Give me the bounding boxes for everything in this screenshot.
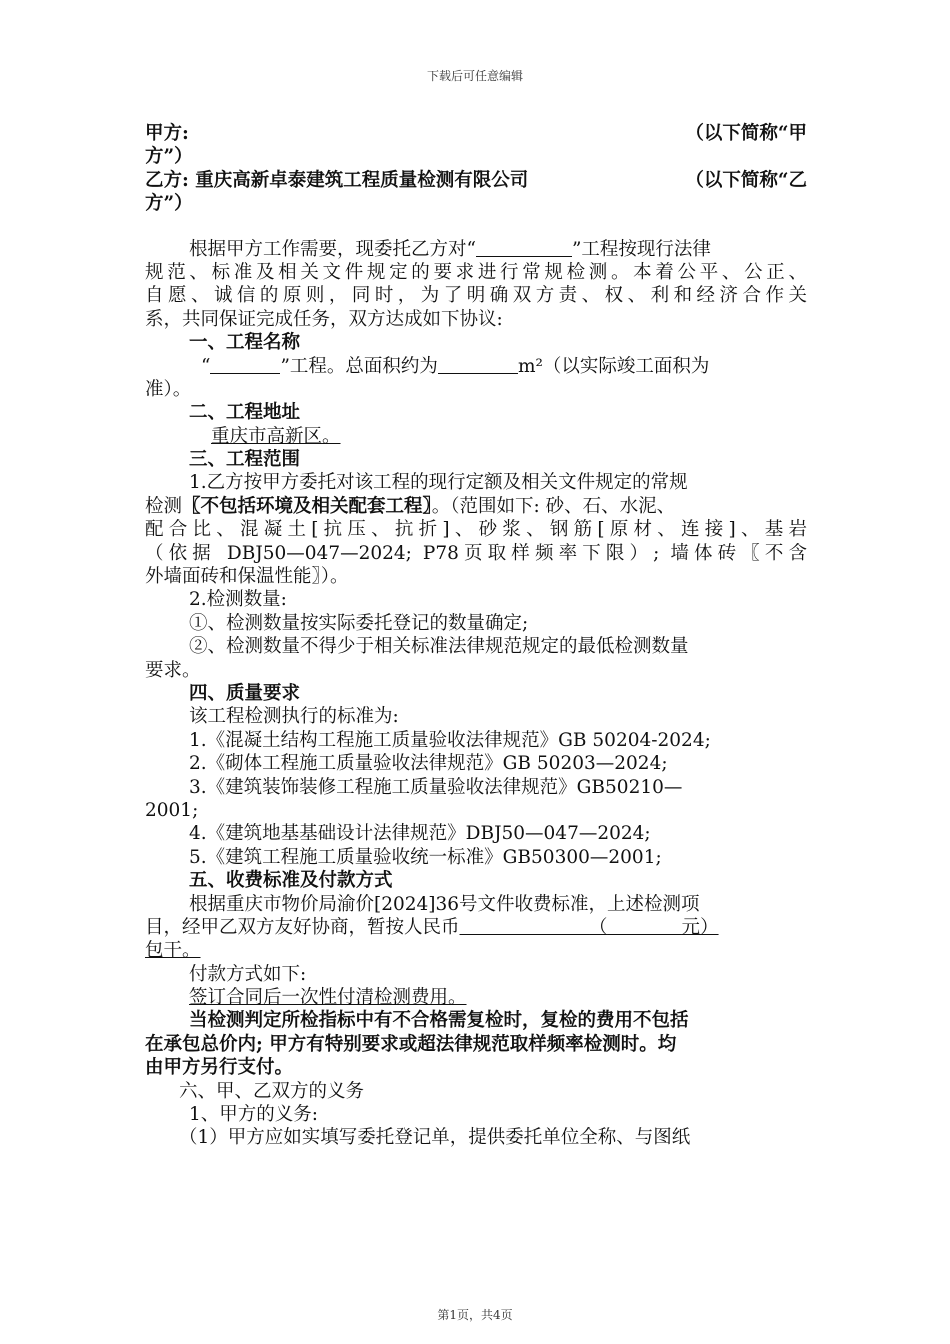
project-name-blank	[476, 238, 572, 257]
section-3-title: 三、工程范围	[189, 449, 301, 471]
party-b-name: 重庆高新卓泰建筑工程质量检测有限公司	[195, 169, 529, 191]
section-1-title: 一、工程名称	[189, 332, 301, 354]
standard-1: 1.《混凝土结构工程施工质量验收法律规范》GB 50204-2024;	[189, 729, 711, 751]
party-a-line	[145, 122, 807, 145]
section-6-line-1: 1、甲方的义务:	[189, 1104, 319, 1126]
section-3-line-7: ①、检测数量按实际委托登记的数量确定;	[189, 612, 529, 634]
page-footer: 第1页，共4页	[437, 1308, 513, 1322]
section-5-title: 五、收费标准及付款方式	[189, 870, 393, 892]
recheck-note-3: 由甲方另行支付。	[145, 1057, 294, 1079]
section-5-line-1: 根据重庆市物价局渝价[2024]36号文件收费标准，上述检测项	[189, 893, 700, 915]
section-3-line-1: 1.乙方按甲方委托对该工程的现行定额及相关文件规定的常规	[189, 472, 688, 494]
section-5-line-3: 包干。	[145, 940, 201, 962]
section-3-line-5: 外墙面砖和保温性能〗）。	[145, 566, 349, 588]
section-3-line-6: 2.检测数量:	[189, 589, 287, 611]
standard-2: 2.《砌体工程施工质量验收法律规范》GB 50203—2024;	[189, 753, 668, 775]
standard-4: 4.《建筑地基基础设计法律规范》DBJ50—047—2024;	[189, 823, 651, 845]
section-3-line-9: 要求。	[145, 659, 201, 681]
intro-line-3: 自愿、诚信的原则，同时，为了明确双方责、权、利和经济合作关	[145, 285, 807, 307]
recheck-note-1: 当检测判定所检指标中有不合格需复检时，复检的费用不包括	[189, 1010, 689, 1032]
project-name-blank-2	[210, 355, 280, 374]
standard-5: 5.《建筑工程施工质量验收统一标准》GB50300—2001;	[189, 846, 662, 868]
contract-body	[145, 122, 807, 1150]
party-b-label: 乙方:	[145, 169, 189, 191]
area-blank	[438, 355, 518, 374]
party-a-note-end: 方”）	[145, 146, 193, 168]
section-2-title: 二、工程地址	[189, 402, 301, 424]
section-4-title: 四、质量要求	[189, 682, 301, 704]
section-3-line-4: （依据 DBJ50—047—2024; P78页取样频率下限）; 墙体砖〖不含	[145, 542, 807, 564]
standard-3: 3.《建筑装饰装修工程施工质量验收法律规范》GB50210—	[189, 776, 683, 798]
section-3-line-3: 配合比、混凝土[抗压、抗折]、砂浆、钢筋[原材、连接]、基岩	[145, 519, 807, 541]
intro-line-1: 根据甲方工作需要，现委托乙方对“ ”工程按现行法律	[189, 238, 711, 260]
section-6-title: 六、甲、乙双方的义务	[179, 1080, 365, 1102]
party-b-line	[145, 169, 807, 192]
section-4-line-1: 该工程检测执行的标准为:	[189, 706, 399, 728]
intro-line-4: 系，共同保证完成任务，双方达成如下协议:	[145, 308, 503, 330]
section-3-line-8: ②、检测数量不得少于相关标准法律规范规定的最低检测数量	[189, 636, 689, 658]
standard-3-cont: 2001;	[145, 799, 199, 821]
party-a-note: （以下简称“甲	[685, 123, 807, 144]
section-5-line-2: 目，经甲乙双方友好协商，暂按人民币 （ 元）	[145, 916, 719, 938]
section-6-line-2: （1）甲方应如实填写委托登记单，提供委托单位全称、与图纸	[179, 1127, 691, 1149]
payment-method-label: 付款方式如下:	[189, 963, 307, 985]
party-b-note: （以下简称“乙	[685, 169, 807, 191]
party-b-note-end: 方”）	[145, 193, 193, 215]
project-address: 重庆市高新区。	[211, 425, 341, 447]
section-1-line-1: “ ”工程。总面积约为 m²（以实际竣工面积为	[201, 355, 710, 377]
fee-amount-blank: （ 元）	[589, 916, 719, 938]
section-1-line-2: 准）。	[145, 378, 192, 400]
recheck-note-2: 在承包总价内; 甲方有特别要求或超法律规范取样频率检测时。均	[145, 1033, 677, 1055]
party-a-label: 甲方:	[145, 123, 189, 144]
page-header: 下载后可任意编辑	[426, 69, 523, 83]
payment-method: 签订合同后一次性付清检测费用。	[189, 987, 467, 1009]
intro-line-2: 规范、标准及相关文件规定的要求进行常规检测。本着公平、公正、	[145, 261, 807, 283]
section-3-line-2: 检测〖不包括环境及相关配套工程〗。（范围如下: 砂、石、水泥、	[145, 495, 676, 517]
